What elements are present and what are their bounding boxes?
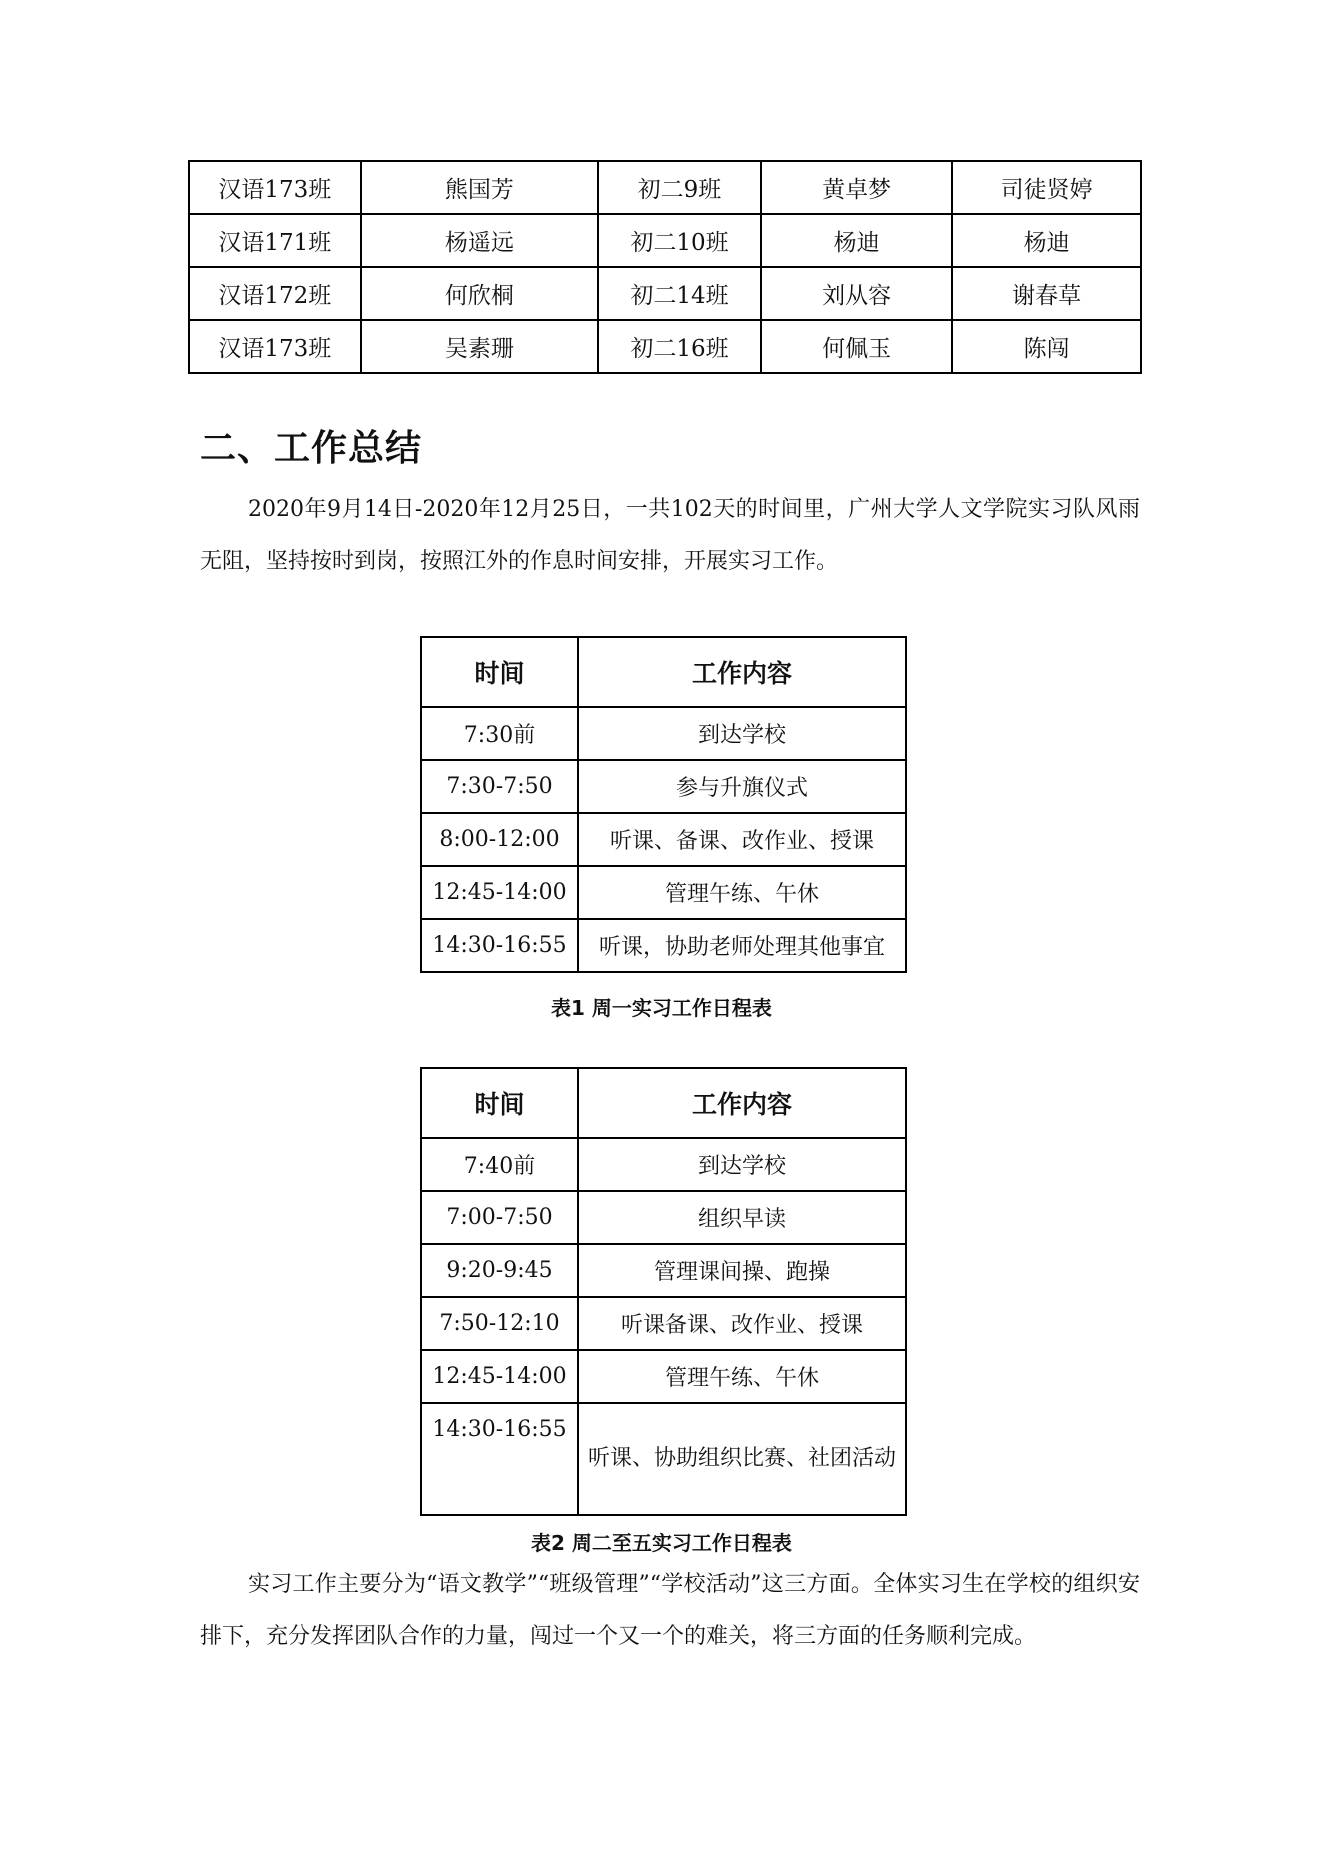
header-time: 时间 (421, 1068, 578, 1138)
time-cell: 14:30-16:55 (421, 1403, 578, 1515)
table-row (421, 760, 906, 813)
task-cell: 听课，协助老师处理其他事宜 (578, 919, 906, 972)
table-row (421, 1297, 906, 1350)
table-cell: 杨遥远 (361, 214, 598, 267)
section-heading: 二、工作总结 (200, 428, 423, 469)
task-cell: 组织早读 (578, 1191, 906, 1244)
table-cell: 熊国芳 (361, 161, 598, 214)
table-row (421, 1191, 906, 1244)
table-row (421, 919, 906, 972)
table-header-row (421, 637, 906, 707)
table-cell: 刘从容 (761, 267, 953, 320)
table-cell: 汉语173班 (189, 161, 361, 214)
table-row (421, 1350, 906, 1403)
table-row (189, 214, 1141, 267)
task-cell: 到达学校 (578, 707, 906, 760)
table-cell: 初二14班 (598, 267, 761, 320)
table-cell: 初二10班 (598, 214, 761, 267)
time-cell: 7:40前 (421, 1138, 578, 1191)
table-cell: 汉语171班 (189, 214, 361, 267)
table-cell: 杨迪 (952, 214, 1141, 267)
table-row (421, 1138, 906, 1191)
table-row (421, 813, 906, 866)
table-row (189, 161, 1141, 214)
time-cell: 7:00-7:50 (421, 1191, 578, 1244)
table-cell: 黄卓梦 (761, 161, 953, 214)
time-cell: 12:45-14:00 (421, 866, 578, 919)
tue-fri-schedule-table (420, 1067, 907, 1516)
task-cell: 听课、协助组织比赛、社团活动 (578, 1403, 906, 1515)
table-caption: 表2 周二至五实习工作日程表 (531, 1531, 792, 1555)
table-cell: 初二9班 (598, 161, 761, 214)
task-cell: 管理午练、午休 (578, 1350, 906, 1403)
table-cell: 司徒贤婷 (952, 161, 1141, 214)
table-row (421, 866, 906, 919)
time-cell: 7:30-7:50 (421, 760, 578, 813)
task-cell: 管理课间操、跑操 (578, 1244, 906, 1297)
monday-schedule-table (420, 636, 907, 973)
table-caption: 表1 周一实习工作日程表 (551, 996, 772, 1020)
header-content: 工作内容 (578, 637, 906, 707)
time-cell: 8:00-12:00 (421, 813, 578, 866)
task-cell: 听课、备课、改作业、授课 (578, 813, 906, 866)
task-cell: 听课备课、改作业、授课 (578, 1297, 906, 1350)
table-cell: 谢春草 (952, 267, 1141, 320)
summary-paragraph: 实习工作主要分为“语文教学”“班级管理”“学校活动”这三方面。全体实习生在学校的组织安排下，充分发挥团队合作的力量，闯过一个又一个的难关，将三方面的任务顺利完成。 (200, 1572, 1140, 1649)
table-cell: 初二16班 (598, 320, 761, 373)
class-assignment-table (188, 160, 1142, 374)
summary-paragraph: 2020年9月14日-2020年12月25日，一共102天的时间里，广州大学人文学院实习队风雨无阻，坚持按时到岗，按照江外的作息时间安排，开展实习工作。 (200, 497, 1140, 574)
table-cell: 何佩玉 (761, 320, 953, 373)
header-content: 工作内容 (578, 1068, 906, 1138)
table-cell: 杨迪 (761, 214, 953, 267)
header-time: 时间 (421, 637, 578, 707)
table-row (189, 267, 1141, 320)
table-row (421, 707, 906, 760)
table-cell: 汉语173班 (189, 320, 361, 373)
table-cell: 陈闯 (952, 320, 1141, 373)
table-cell: 何欣桐 (361, 267, 598, 320)
time-cell: 12:45-14:00 (421, 1350, 578, 1403)
table-row (189, 320, 1141, 373)
task-cell: 管理午练、午休 (578, 866, 906, 919)
table-header-row (421, 1068, 906, 1138)
table-row (421, 1403, 906, 1515)
time-cell: 9:20-9:45 (421, 1244, 578, 1297)
task-cell: 到达学校 (578, 1138, 906, 1191)
task-cell: 参与升旗仪式 (578, 760, 906, 813)
table-row (421, 1244, 906, 1297)
table-cell: 汉语172班 (189, 267, 361, 320)
time-cell: 14:30-16:55 (421, 919, 578, 972)
table-cell: 吴素珊 (361, 320, 598, 373)
time-cell: 7:30前 (421, 707, 578, 760)
time-cell: 7:50-12:10 (421, 1297, 578, 1350)
